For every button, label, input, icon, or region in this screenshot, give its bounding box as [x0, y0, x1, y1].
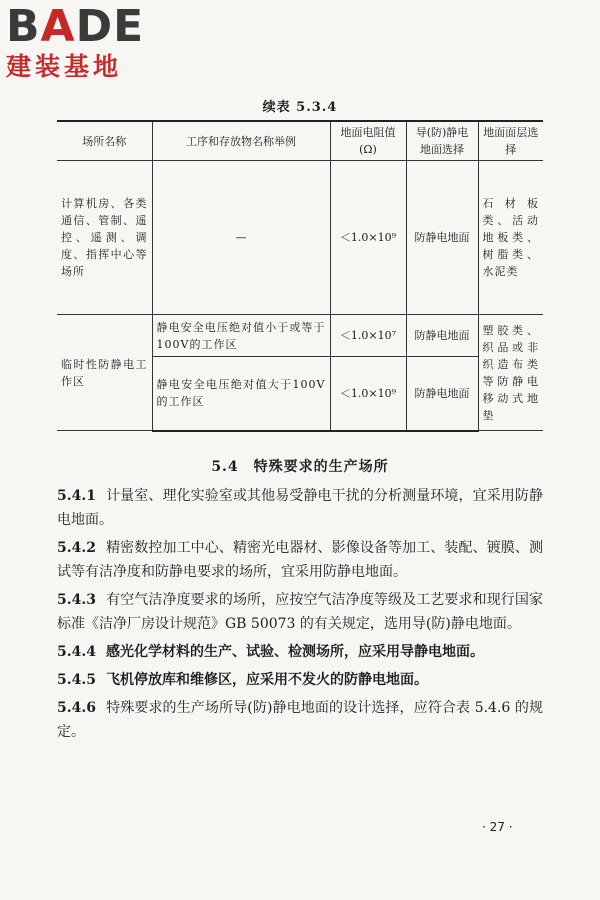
clause-text: 精密数控加工中心、精密光电器材、影像设备等加工、装配、镀膜、测试等有洁净度和防静电要求的场所，宜采用防静电地面。	[57, 540, 543, 580]
cell-place: 临时性防静电工作区	[57, 315, 152, 431]
clause-number: 5.4.6	[57, 700, 96, 716]
clause-number: 5.4.4	[57, 644, 96, 660]
clause-text: 感光化学材料的生产、试验、检测场所，应采用导静电地面。	[105, 644, 484, 660]
table-row	[57, 315, 543, 357]
clause-text: 有空气洁净度要求的场所，应按空气洁净度等级及工艺要求和现行国家标准《洁净厂房设计规范》GB 50073 的有关规定，选用导(防)静电地面。	[57, 592, 543, 632]
clause-5-4-1	[57, 484, 543, 532]
cell-process: 静电安全电压绝对值大于100V的工作区	[152, 357, 330, 431]
clause-5-4-5	[57, 668, 543, 692]
cell-surface: 塑胶类、织品或非织造布类等防静电移动式地垫	[478, 315, 543, 431]
cell-surface: 石材板类、活动地板类、树脂类、水泥类	[478, 161, 543, 315]
logo-subtitle: 建装基地	[6, 52, 123, 81]
section-title: 5.4 特殊要求的生产场所	[211, 459, 389, 475]
header-surface: 地面面层选择	[478, 121, 543, 161]
cell-floor-type: 防静电地面	[406, 161, 478, 315]
clause-number: 5.4.1	[57, 488, 96, 504]
table-caption: 续表 5.3.4	[262, 100, 338, 115]
header-resistance: 地面电阻值(Ω)	[330, 121, 406, 161]
cell-resistance: ＜1.0×10⁹	[330, 161, 406, 315]
cell-process: 静电安全电压绝对值小于或等于100V的工作区	[152, 315, 330, 357]
header-floor-type: 导(防)静电地面选择	[406, 121, 478, 161]
clause-number: 5.4.3	[57, 592, 96, 608]
table-row	[57, 161, 543, 315]
header-place: 场所名称	[57, 121, 152, 161]
cell-floor-type: 防静电地面	[406, 357, 478, 431]
cell-process: —	[152, 161, 330, 315]
cell-place: 计算机房、各类通信、管制、遥控、遥测、调度、指挥中心等场所	[57, 161, 152, 315]
clause-number: 5.4.5	[57, 672, 96, 688]
floor-spec-table	[57, 120, 543, 432]
cell-resistance: ＜1.0×10⁷	[330, 315, 406, 357]
page-number: · 27 ·	[482, 820, 513, 834]
clause-5-4-4	[57, 640, 543, 664]
clause-text: 飞机停放库和维修区，应采用不发火的防静电地面。	[105, 672, 428, 688]
logo-wordmark: BADE	[6, 1, 145, 52]
clause-5-4-2	[57, 536, 543, 584]
clause-5-4-3	[57, 588, 543, 636]
header-process: 工序和存放物名称举例	[152, 121, 330, 161]
clause-text: 计量室、理化实验室或其他易受静电干扰的分析测量环境，宜采用防静电地面。	[57, 488, 543, 528]
clause-text: 特殊要求的生产场所导(防)静电地面的设计选择，应符合表 5.4.6 的规定。	[57, 700, 543, 740]
brand-logo	[6, 1, 186, 82]
section-body	[57, 484, 543, 748]
clause-number: 5.4.2	[57, 540, 96, 556]
cell-floor-type: 防静电地面	[406, 315, 478, 357]
table-header-row	[57, 121, 543, 161]
cell-resistance: ＜1.0×10⁹	[330, 357, 406, 431]
clause-5-4-6	[57, 696, 543, 744]
